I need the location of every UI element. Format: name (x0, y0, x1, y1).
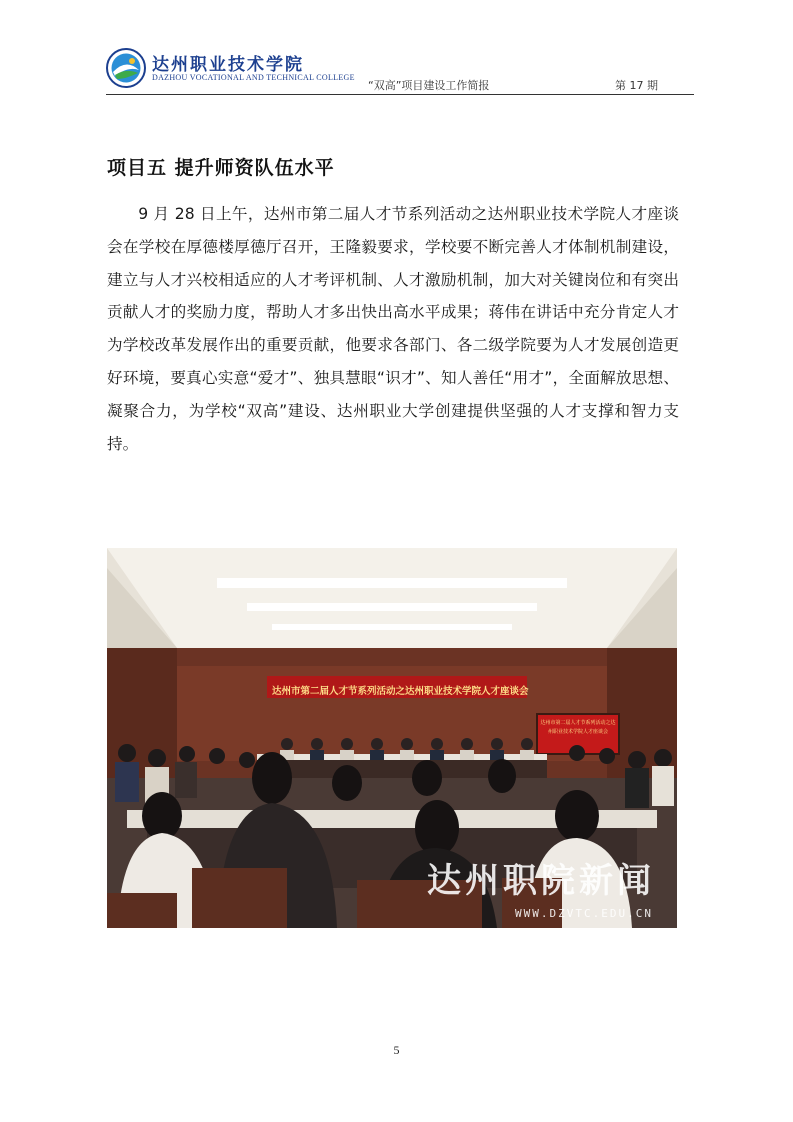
college-emblem-icon (106, 48, 146, 88)
watermark-url: WWW.DZVTC.EDU.CN (515, 907, 653, 920)
header-divider (106, 94, 694, 95)
college-name-cn: 达州职业技术学院 (152, 55, 304, 75)
watermark-cn: 达州职院新闻 (427, 861, 655, 901)
bulletin-title: “双高”项目建设工作简报 (368, 79, 490, 92)
issue-number: 第 17 期 (615, 79, 658, 92)
banner-text: 达州市第二届人才节系列活动之达州职业技术学院人才座谈会 (272, 686, 529, 697)
page-number: 5 (393, 1043, 400, 1057)
meeting-photo (107, 548, 677, 928)
section-heading: 项目五 提升师资队伍水平 (107, 157, 335, 179)
screen-text: 达州市第二届人才节系列活动之达州职业技术学院人才座谈会 (540, 720, 616, 735)
college-name-en: DAZHOU VOCATIONAL AND TECHNICAL COLLEGE (152, 73, 355, 82)
body-paragraph: 9 月 28 日上午，达州市第二届人才节系列活动之达州职业技术学院人才座谈会在学校在厚德楼厚德厅召开，王隆毅要求，学校要不断完善人才体制机制建设，建立与人才兴校相适应的人才考评机制、人才激励机制，加大对关键岗位和有突出贡献人才的奖励力度，帮助人才多出快出高水平成果；蒋伟在讲话中充分肯定人才为学校改革发展作出的重要贡献，他要求各部门、各二级学院要为人才发展创造更好环境，要真心实意“爱才”、独具慧眼“识才”、知人善任“用才”，全面解放思想、凝聚合力，为学校“双高”建设、达州职业大学创建提供坚强的人才支撑和智力支持。 (107, 205, 679, 453)
page-header (106, 44, 694, 96)
